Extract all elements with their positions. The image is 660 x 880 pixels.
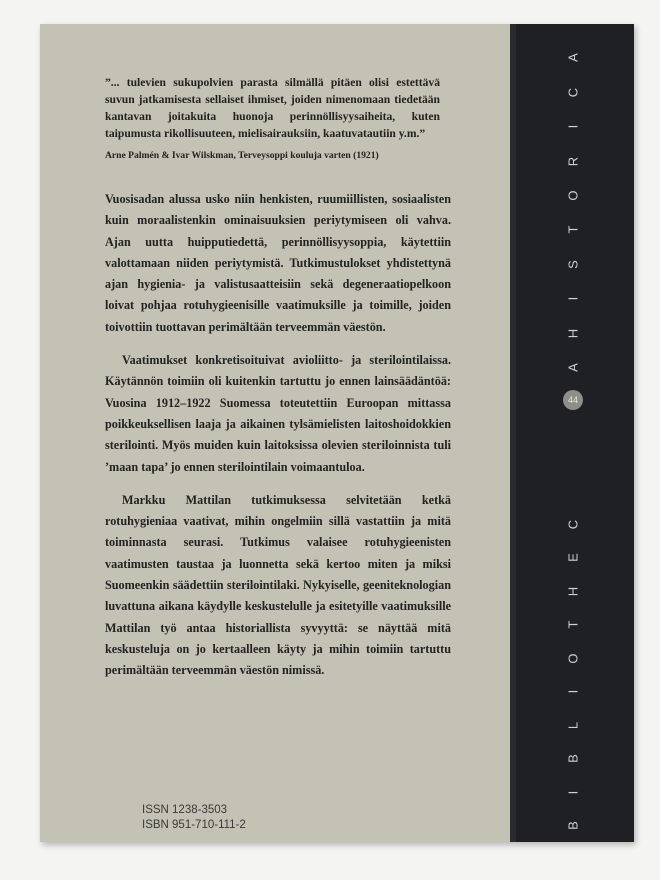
blurb-paragraph: Vaatimukset konkretisoituivat avioliitto- ja sterilointilaissa. Käytännön toimiin oli kuitenkin tartuttu jo ennen lainsäädäntöä: Vuosina 1912–1922 Suomessa toteutettiin Euroopan mittassa poikkeuksellisen laaja ja aikainen tylsämielisten laitoshoidokkien sterilointi. Myös muiden kuin laitoksissa olevien steriloinnista tuli ’maan tapa’ jo ennen sterilointilain voimaantuloa. [105, 353, 451, 474]
series-letter: B [565, 821, 581, 830]
isbn-number: ISBN 951-710-111-2 [142, 819, 246, 831]
series-letter: C [565, 519, 581, 529]
series-letter: O [565, 652, 581, 664]
cover-panel [40, 24, 510, 842]
blurb-paragraph: Markku Mattilan tutkimuksessa selvitetään ketkä rotuhygieniaa vaativat, mihin ongelmiin sillä vastattiin ja mitä toiminnasta seurasi. Tutkimus valaisee rotuhygieenisten vaatimusten taustaa ja luonnetta sekä kertoo miten ja miksi Suomeenkin säädettiin sterilointilaki. Nykyiselle, geeniteknologian luvattuna aikana käydylle keskustelulle ja esitetyille vaatimuksille Mattilan työ antaa historiallista syvyyttä: se näyttää mitä keskusteluja on jo kertaalleen käyty ja mihin toimiin tartuttu perimältään terveemmän väestön nimissä. [105, 492, 451, 678]
series-letter: E [565, 553, 581, 562]
identifiers-block [142, 803, 246, 833]
issn-number: ISSN 1238-3503 [142, 804, 228, 816]
series-letter: I [565, 790, 581, 794]
series-letter: H [565, 586, 581, 596]
series-letter: L [565, 721, 581, 729]
series-letter: I [565, 124, 581, 129]
series-letter: A [565, 53, 581, 63]
spine-edge [510, 24, 516, 842]
epigraph-source: Arne Palmén & Ivar Wilskman, Terveysoppi kouluja varten (1921) [105, 150, 379, 161]
book-back-cover [40, 24, 634, 842]
blurb [105, 189, 451, 694]
series-letter: S [565, 259, 581, 269]
series-letter: O [565, 190, 581, 201]
series-letter: A [565, 363, 581, 372]
series-letter: C [565, 87, 581, 97]
series-letter: B [565, 754, 581, 763]
series-letter: I [565, 296, 581, 301]
series-letter: T [565, 620, 581, 629]
epigraph-quote: ”... tulevien sukupolvien parasta silmällä pitäen olisi estettävä suvun jatkamisesta sellaiset ihmiset, joiden nimenomaan tiedetään kantavan joitakuita huonoja perinnöllisyysaiheita, kuten taipumusta rikollisuuteen, mielisairauksiin, kaatuvatautiin y.m.” [105, 76, 440, 140]
blurb-paragraph: Vuosisadan alussa usko niin henkisten, ruumiillisten, sosiaalisten kuin moraalistenkin ominaisuuksien periytymiseen oli vahva. Ajan uutta huipputiedettä, perinnöllisyysoppia, käytettiin valottamaan niiden periytymistä. Tutkimustulokset yhdistettynä ajan hygienia- ja valistusaatteisiin sekä degeneraatiopelkoon loivat pohjaa rotuhygieenisille vaatimuksille ja toimille, joiden toivottiin tuottavan perimältään terveemmän väestön. [105, 192, 451, 334]
series-letter: R [565, 156, 581, 166]
series-number-badge: 44 [563, 390, 583, 410]
series-letter: I [565, 689, 581, 694]
series-letter: T [565, 225, 581, 234]
series-letter: H [565, 328, 581, 338]
